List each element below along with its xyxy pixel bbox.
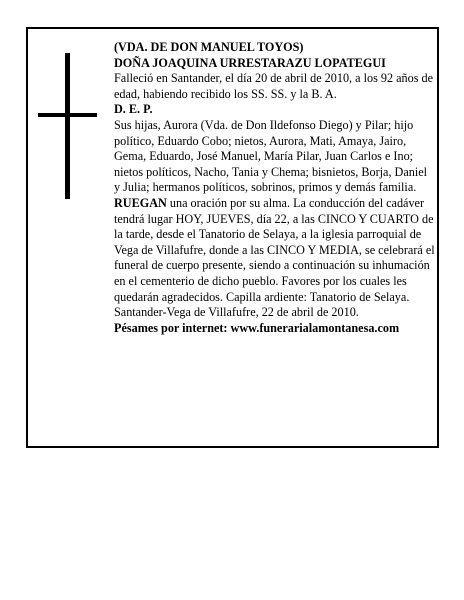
dep-line: D. E. P. bbox=[114, 102, 153, 117]
condolences-line: Pésames por internet: www.funerarialamontanesa.com bbox=[114, 320, 400, 335]
place-date: Santander-Vega de Villafufre, 22 de abril de 2010. bbox=[114, 305, 359, 320]
death-details: Falleció en Santander, el día 20 de abril de 2010, a los 92 años de edad, habiendo recibido los SS. SS. y la B. A. bbox=[114, 71, 434, 101]
family-list: Sus hijas, Aurora (Vda. de Don Ildefonso Diego) y Pilar; hijo político, Eduardo Cobo; nietos, Aurora, Mati, Amaya, Jairo, Gema, Eduardo, José Manuel, María Pilar, Juan Carlos e Ino; nietos políticos, Nacho, Tania y Chema; bisnietos, Borja, Daniel y Julia; hermanos políticos, sobrinos, primos y demás familia. bbox=[114, 117, 428, 195]
obituary-notice bbox=[26, 27, 439, 448]
deceased-name: DOÑA JOAQUINA URRESTARAZU LOPATEGUI bbox=[114, 55, 386, 70]
ruegan-word: RUEGAN bbox=[114, 195, 167, 210]
ruegan-paragraph bbox=[114, 196, 436, 305]
obituary-text bbox=[114, 40, 436, 336]
ruegan-text: una oración por su alma. La conducción del cadáver tendrá lugar HOY, JUEVES, día 22, a las CINCO Y CUARTO de la tarde, desde el Tanatorio de Selaya, a la iglesia parroquial de Vega de Villafufre, donde a las CINCO Y MEDIA, se celebrará el funeral de cuerpo presente, siendo a continuación su inhumación en el cementerio de dicho pueblo. Favores por los cuales les quedarán agradecidos. Capilla ardiente: Tanatorio de Selaya. bbox=[114, 195, 435, 304]
cross-icon bbox=[38, 53, 98, 203]
widow-of-line: (VDA. DE DON MANUEL TOYOS) bbox=[114, 40, 304, 54]
